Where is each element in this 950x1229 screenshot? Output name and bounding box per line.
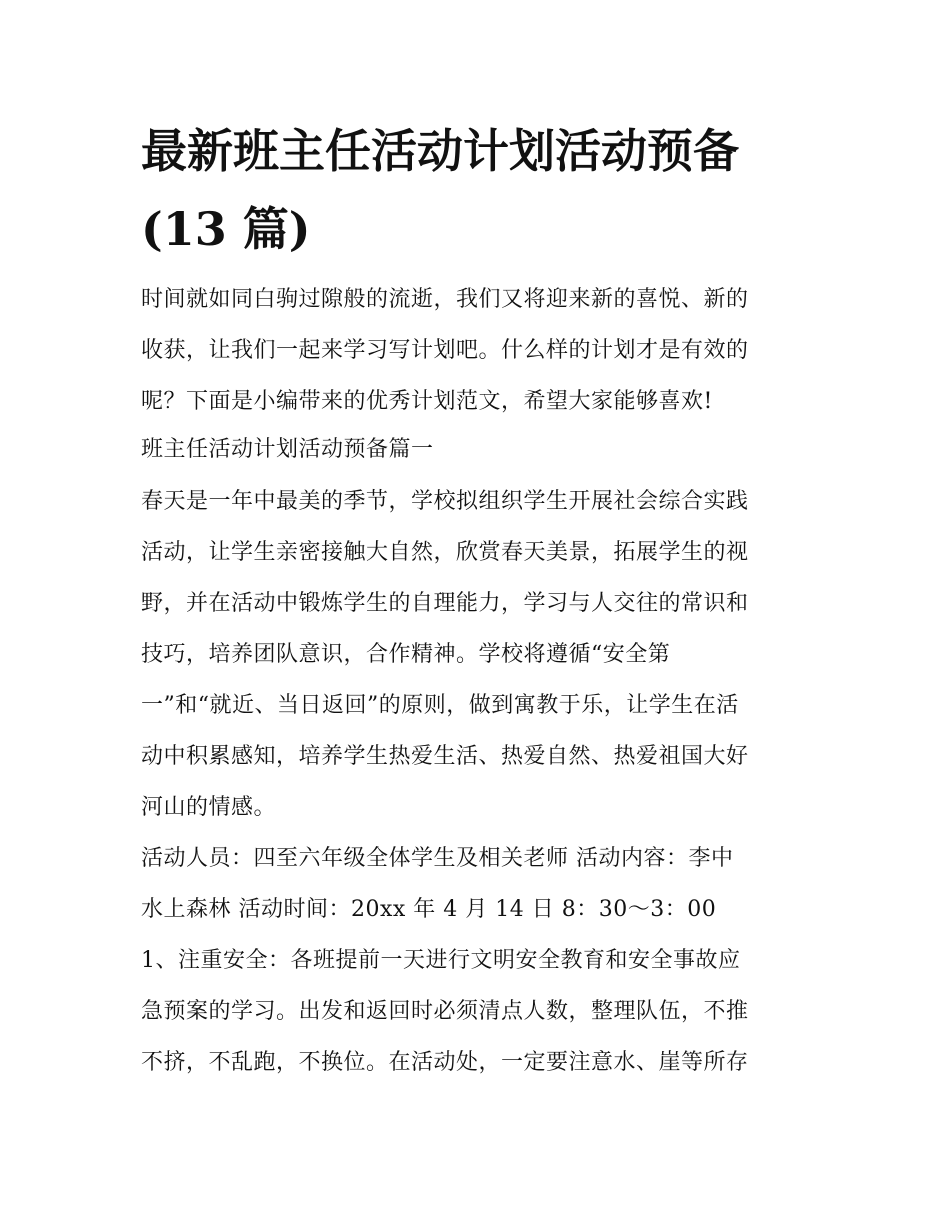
title-line-1: 最新班主任活动计划活动预备 <box>141 124 739 178</box>
title-line-2: (13 篇) <box>141 202 311 256</box>
body-line-6: 动中积累感知，培养学生热爱生活、热爱自然、热爱祖国大好 <box>141 744 749 769</box>
intro-line-2: 收获，让我们一起来学习写计划吧。什么样的计划才是有效的 <box>141 338 749 363</box>
safety-line-3: 不挤，不乱跑，不换位。在活动处，一定要注意水、崖等所存 <box>141 1050 749 1075</box>
info-line-1: 活动人员：四至六年级全体学生及相关老师 活动内容：李中 <box>141 846 734 871</box>
info-line-2: 水上森林 活动时间：20xx 年 4 月 14 日 8：30～3：00 <box>141 897 717 922</box>
body-line-4: 技巧，培养团队意识，合作精神。学校将遵循“安全第 <box>141 642 671 667</box>
intro-line-3: 呢？下面是小编带来的优秀计划范文，希望大家能够喜欢! <box>141 389 713 414</box>
body-line-2: 活动，让学生亲密接触大自然，欣赏春天美景，拓展学生的视 <box>141 540 749 565</box>
safety-line-2: 急预案的学习。出发和返回时必须清点人数，整理队伍，不推 <box>141 999 749 1024</box>
section-heading: 班主任活动计划活动预备篇一 <box>141 437 434 462</box>
safety-line-1: 1、注重安全：各班提前一天进行文明安全教育和安全事故应 <box>141 948 741 973</box>
body-line-5: 一”和“就近、当日返回”的原则，做到寓教于乐，让学生在活 <box>141 693 739 718</box>
document-title <box>141 112 821 268</box>
intro-line-1: 时间就如同白驹过隙般的流逝，我们又将迎来新的喜悦、新的 <box>141 287 749 312</box>
body-line-3: 野，并在活动中锻炼学生的自理能力，学习与人交往的常识和 <box>141 591 749 616</box>
body-line-7: 河山的情感。 <box>141 795 277 820</box>
body-line-1: 春天是一年中最美的季节，学校拟组织学生开展社会综合实践 <box>141 489 749 514</box>
